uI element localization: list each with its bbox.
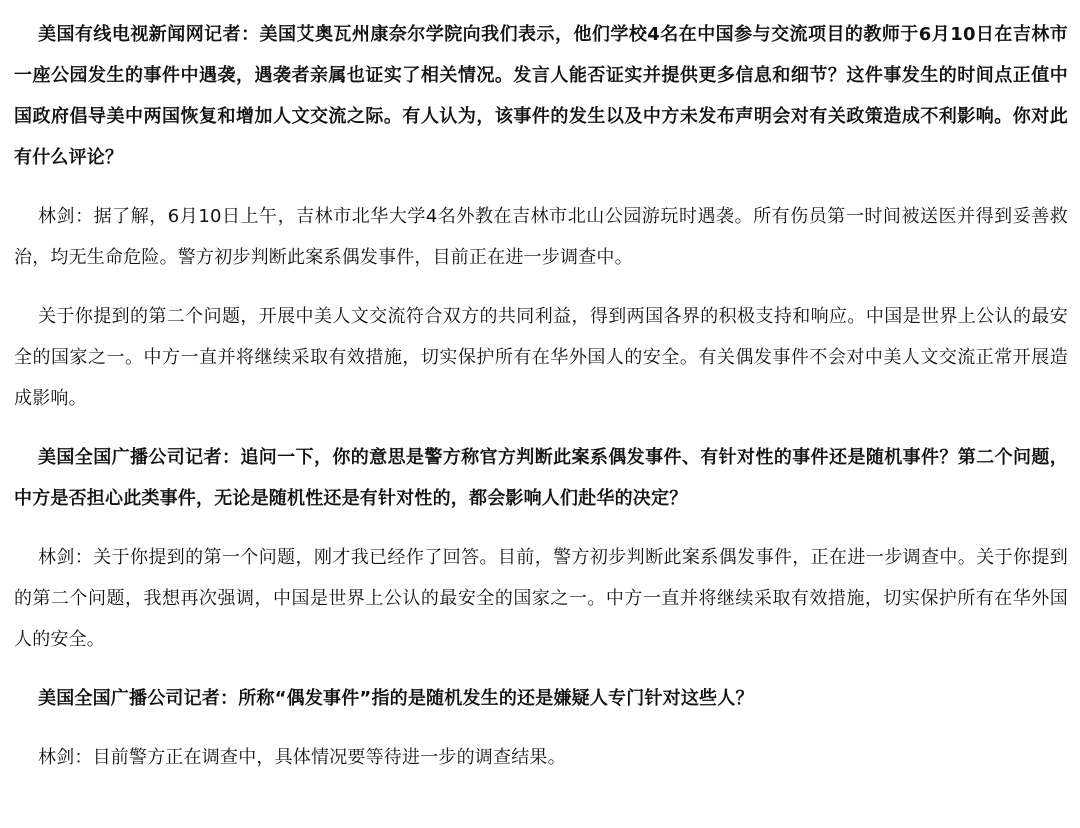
answer-lin-jian-1: 林剑：据了解，6月10日上午，吉林市北华大学4名外教在吉林市北山公园游玩时遇袭。所有伤员第一时间被送医并得到妥善救治，均无生命危险。警方初步判断此案系偶发事件，目前正在进一步调查中。 <box>14 206 1068 268</box>
answer-lin-jian-3: 林剑：目前警方正在调查中，具体情况要等待进一步的调查结果。 <box>38 747 566 768</box>
question-nbc-followup: 美国全国广播公司记者：追问一下，你的意思是警方称官方判断此案系偶发事件、有针对性的事件还是随机事件？第二个问题，中方是否担心此类事件，无论是随机性还是有针对性的，都会影响人们赴华的决定？ <box>14 447 1068 509</box>
question-nbc-incident: 美国全国广播公司记者：所称“偶发事件”指的是随机发生的还是嫌疑人专门针对这些人？ <box>38 688 754 709</box>
question-cnn: 美国有线电视新闻网记者：美国艾奥瓦州康奈尔学院向我们表示，他们学校4名在中国参与交流项目的教师于6月10日在吉林市一座公园发生的事件中遇袭，遇袭者亲属也证实了相关情况。发言人能否证实并提供更多信息和细节？这件事发生的时间点正值中国政府倡导美中两国恢复和增加人文交流之际。有人认为，该事件的发生以及中方未发布声明会对有关政策造成不利影响。你对此有什么评论？ <box>14 24 1068 168</box>
answer-lin-jian-1-continued: 关于你提到的第二个问题，开展中美人文交流符合双方的共同利益，得到两国各界的积极支持和响应。中国是世界上公认的最安全的国家之一。中方一直并将继续采取有效措施，切实保护所有在华外国人的安全。有关偶发事件不会对中美人文交流正常开展造成影响。 <box>14 306 1068 409</box>
document-body <box>14 0 1068 796</box>
answer-lin-jian-2: 林剑：关于你提到的第一个问题，刚才我已经作了回答。目前，警方初步判断此案系偶发事件，正在进一步调查中。关于你提到的第二个问题，我想再次强调，中国是世界上公认的最安全的国家之一。中方一直并将继续采取有效措施，切实保护所有在华外国人的安全。 <box>14 547 1068 650</box>
